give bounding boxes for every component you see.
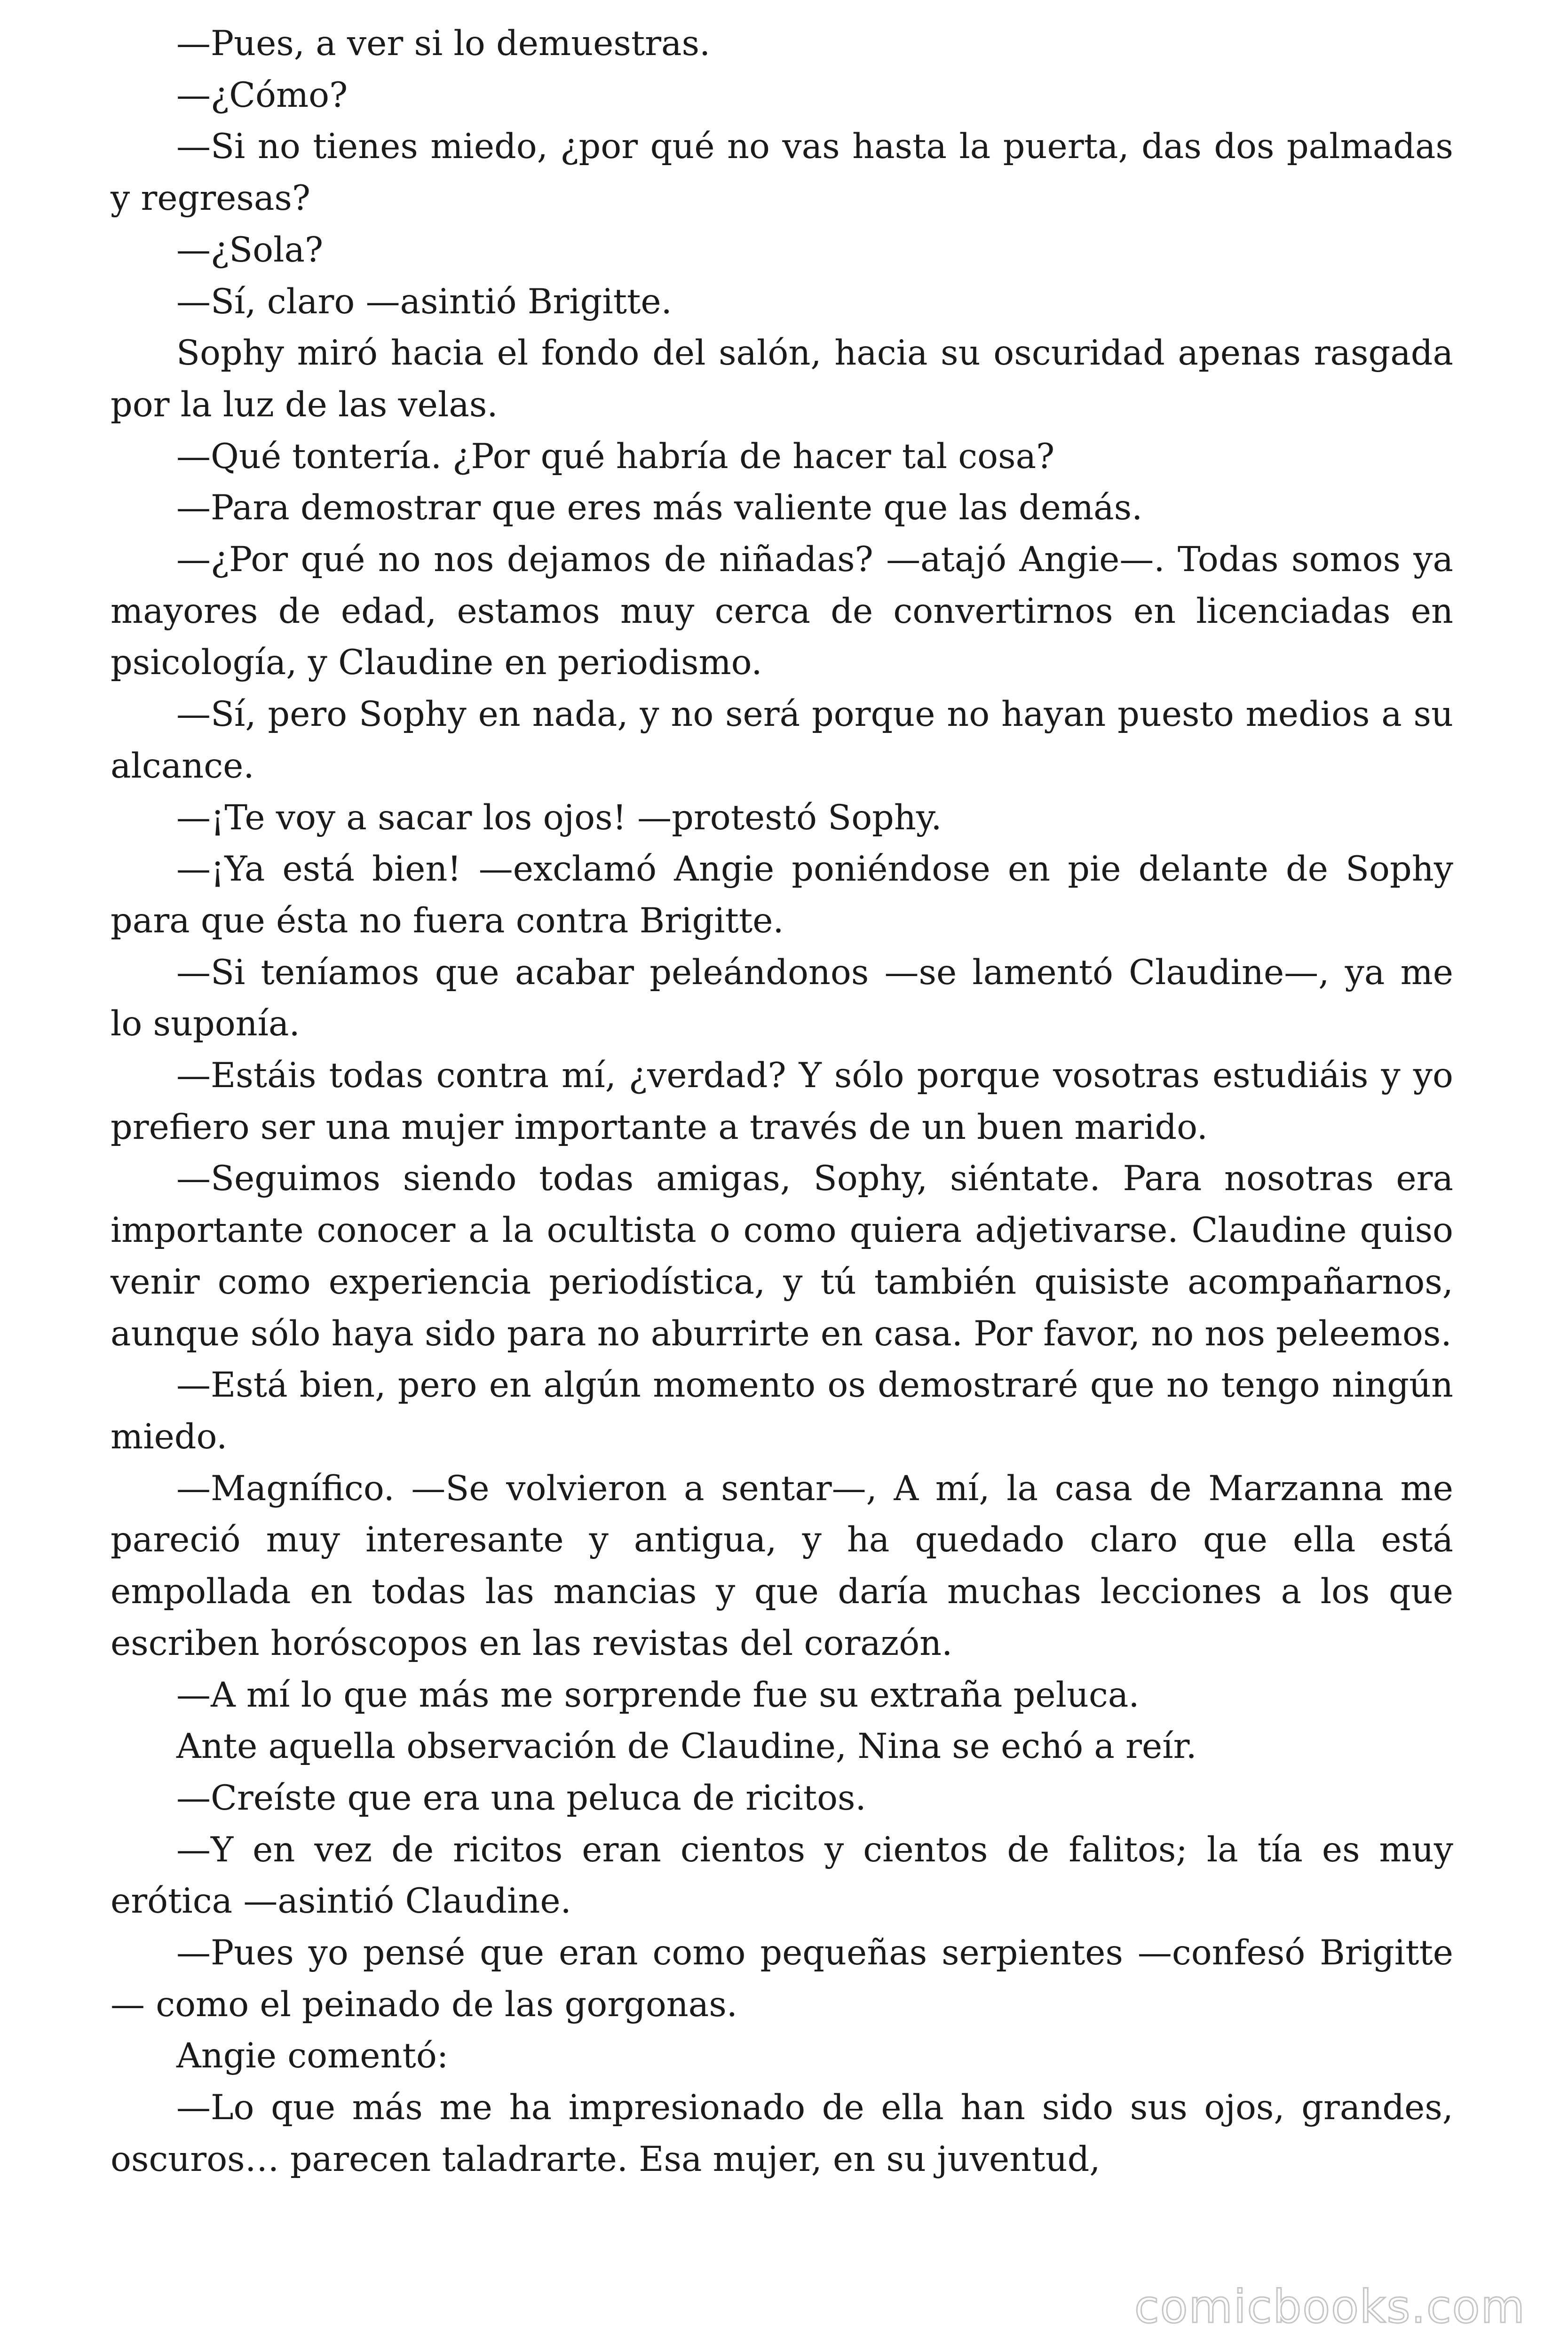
paragraph: Ante aquella observación de Claudine, Nina se echó a reír. (176, 1726, 1197, 1767)
paragraph: —Magnífico. —Se volvieron a sentar—, A mí, la casa de Marzanna me pareció muy interesante y antigua, y ha quedado claro que ella está empollada en todas las mancias y que daría muchas lecciones a los que escriben horóscopos en las revistas del corazón. (111, 1468, 1453, 1663)
paragraph: —Para demostrar que eres más valiente que las demás. (176, 488, 1143, 528)
paragraph: Sophy miró hacia el fondo del salón, hacia su oscuridad apenas rasgada por la luz de las velas. (111, 333, 1453, 425)
paragraph: —Seguimos siendo todas amigas, Sophy, siéntate. Para nosotras era importante conocer a la ocultista o como quiera adjetivarse. Claudine quiso venir como experiencia periodística, y tú también quisiste acompañarnos, aunque sólo haya sido para no aburrirte en casa. Por favor, no nos peleemos. (111, 1159, 1453, 1354)
paragraph: —Pues yo pensé que eran como pequeñas serpientes —confesó Brigitte— como el peinado de las gorgonas. (111, 1933, 1453, 2025)
paragraph: —Está bien, pero en algún momento os demostraré que no tengo ningún miedo. (111, 1365, 1453, 1457)
paragraph: Angie comentó: (176, 2036, 449, 2076)
paragraph: —Sí, pero Sophy en nada, y no será porque no hayan puesto medios a su alcance. (111, 694, 1453, 786)
paragraph: —Lo que más me ha impresionado de ella han sido sus ojos, grandes, oscuros… parecen taladrarte. Esa mujer, en su juventud, (111, 2088, 1453, 2179)
watermark: comicbooks.com (1134, 2280, 1526, 2333)
paragraph: —Estáis todas contra mí, ¿verdad? Y sólo porque vosotras estudiáis y yo prefiero ser una mujer importante a través de un buen marido. (111, 1056, 1453, 1147)
book-page-text (111, 18, 1453, 2185)
paragraph: —¿Cómo? (176, 75, 348, 115)
paragraph: —Y en vez de ricitos eran cientos y cientos de falitos; la tía es muy erótica —asintió Claudine. (111, 1829, 1453, 1922)
paragraph: —Qué tontería. ¿Por qué habría de hacer tal cosa? (176, 436, 1055, 477)
paragraph: —Pues, a ver si lo demuestras. (176, 24, 711, 64)
paragraph: —¿Por qué no nos dejamos de niñadas? —atajó Angie—. Todas somos ya mayores de edad, estamos muy cerca de convertirnos en licenciadas en psicología, y Claudine en periodismo. (111, 540, 1453, 683)
paragraph: —Creíste que era una peluca de ricitos. (176, 1778, 866, 1818)
paragraph: —Si no tienes miedo, ¿por qué no vas hasta la puerta, das dos palmadas y regresas? (111, 127, 1453, 219)
paragraph: —¡Ya está bien! —exclamó Angie poniéndose en pie delante de Sophy para que ésta no fuera contra Brigitte. (111, 849, 1453, 941)
paragraph: —Sí, claro —asintió Brigitte. (176, 281, 672, 322)
paragraph: —¡Te voy a sacar los ojos! —protestó Sophy. (176, 797, 942, 838)
paragraph: —A mí lo que más me sorprende fue su extraña peluca. (176, 1675, 1140, 1715)
paragraph: —¿Sola? (176, 230, 324, 270)
paragraph: —Si teníamos que acabar peleándonos —se lamentó Claudine—, ya me lo suponía. (111, 952, 1453, 1044)
